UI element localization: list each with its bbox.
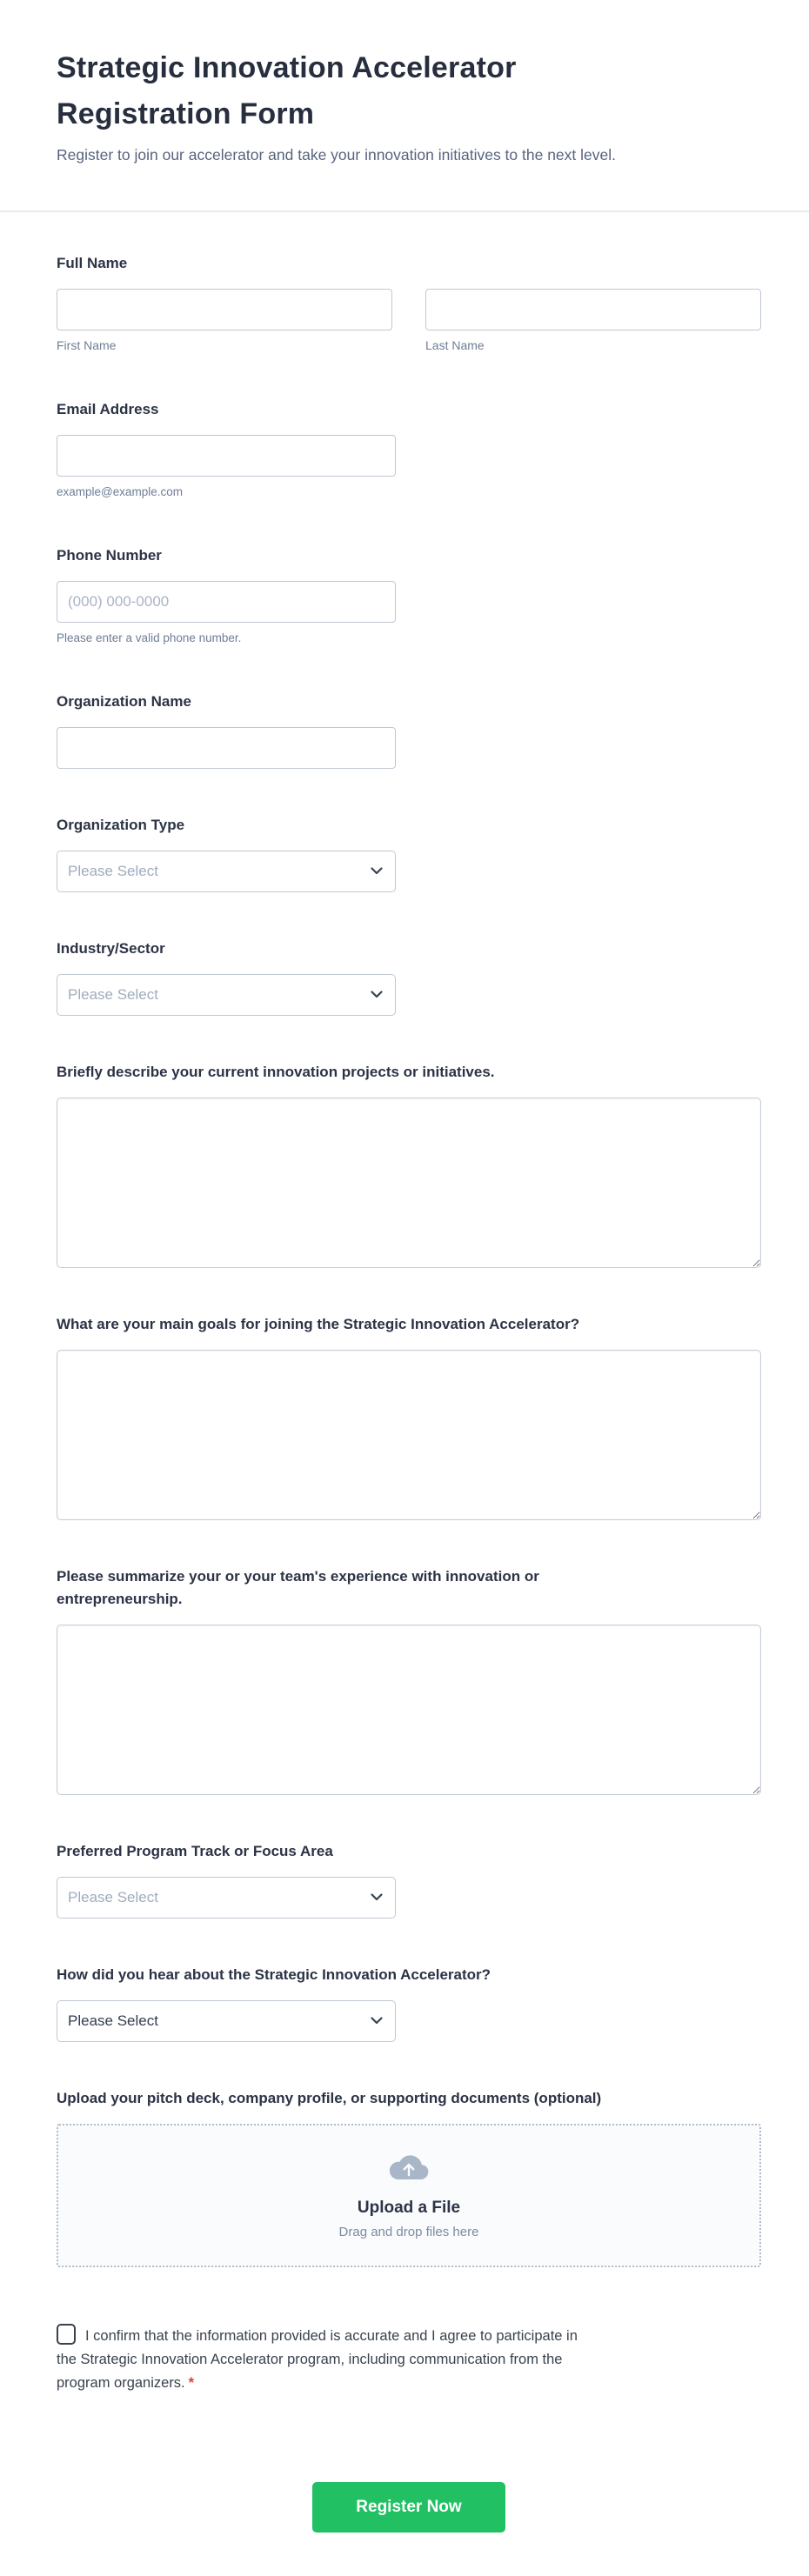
projects-label: Briefly describe your current innovation projects or initiatives. [57, 1063, 495, 1080]
experience-label: Please summarize your or your team's experience with innovation or entrepreneurship. [57, 1567, 539, 1607]
required-asterisk: * [188, 2374, 195, 2391]
field-full-name [57, 252, 761, 353]
field-projects [57, 1061, 761, 1268]
upload-button-label: Upload a File [357, 2199, 461, 2218]
field-experience [57, 1565, 761, 1795]
consent-row [57, 2324, 592, 2395]
form-subtitle: Register to join our accelerator and take your innovation initiatives to the next level. [57, 146, 616, 164]
page-title: Strategic Innovation Accelerator Registration Form [57, 51, 517, 130]
last-name-sublabel: Last Name [425, 337, 485, 352]
field-email [57, 398, 761, 499]
first-name-col [57, 289, 392, 353]
field-phone [57, 544, 761, 645]
last-name-col [425, 289, 761, 353]
field-organization-type [57, 814, 761, 892]
referral-label: How did you hear about the Strategic Innovation Accelerator? [57, 1965, 491, 1983]
goals-label: What are your main goals for joining the Strategic Innovation Accelerator? [57, 1315, 580, 1332]
industry-value: Please Select [68, 985, 158, 1003]
upload-label: Upload your pitch deck, company profile, or supporting documents (optional) [57, 2089, 602, 2106]
consent-checkbox[interactable] [57, 2324, 76, 2345]
first-name-input[interactable] [57, 289, 392, 330]
projects-textarea[interactable] [57, 1098, 761, 1268]
email-input[interactable] [57, 435, 396, 477]
experience-textarea[interactable] [57, 1625, 761, 1795]
industry-label: Industry/Sector [57, 939, 165, 957]
track-select[interactable] [57, 1877, 396, 1919]
industry-select[interactable] [57, 974, 396, 1016]
email-label: Email Address [57, 400, 159, 417]
organization-type-select[interactable] [57, 851, 396, 892]
full-name-label: Full Name [57, 254, 128, 271]
field-upload [57, 2087, 761, 2267]
upload-hint: Drag and drop files here [338, 2225, 479, 2240]
cloud-upload-icon [386, 2151, 431, 2186]
phone-input[interactable] [57, 581, 396, 623]
submit-row [57, 2482, 761, 2576]
chevron-down-icon [371, 867, 383, 875]
field-referral [57, 1964, 761, 2042]
field-industry [57, 938, 761, 1016]
first-name-sublabel: First Name [57, 337, 117, 352]
registration-form [57, 212, 761, 2576]
track-value: Please Select [68, 1888, 158, 1905]
field-track [57, 1840, 761, 1919]
chevron-down-icon [371, 991, 383, 998]
file-dropzone[interactable] [57, 2124, 761, 2267]
email-helper: example@example.com [57, 484, 184, 498]
last-name-input[interactable] [425, 289, 761, 330]
chevron-down-icon [371, 2017, 383, 2025]
referral-value: Please Select [68, 2012, 158, 2029]
consent-text: I confirm that the information provided is accurate and I agree to participate in the Strategic Innovation Accelerator program, including communication from the program organizers. [57, 2327, 578, 2391]
organization-name-label: Organization Name [57, 692, 191, 710]
organization-name-input[interactable] [57, 727, 396, 769]
field-organization-name [57, 691, 761, 769]
phone-helper: Please enter a valid phone number. [57, 631, 242, 644]
track-label: Preferred Program Track or Focus Area [57, 1842, 333, 1859]
organization-type-value: Please Select [68, 862, 158, 879]
organization-type-label: Organization Type [57, 816, 185, 833]
full-name-row [57, 289, 761, 353]
register-now-button[interactable]: Register Now [312, 2482, 505, 2533]
chevron-down-icon [371, 1893, 383, 1901]
goals-textarea[interactable] [57, 1350, 761, 1520]
referral-select[interactable] [57, 2000, 396, 2042]
form-header [57, 0, 761, 167]
field-goals [57, 1313, 761, 1520]
phone-label: Phone Number [57, 546, 162, 564]
